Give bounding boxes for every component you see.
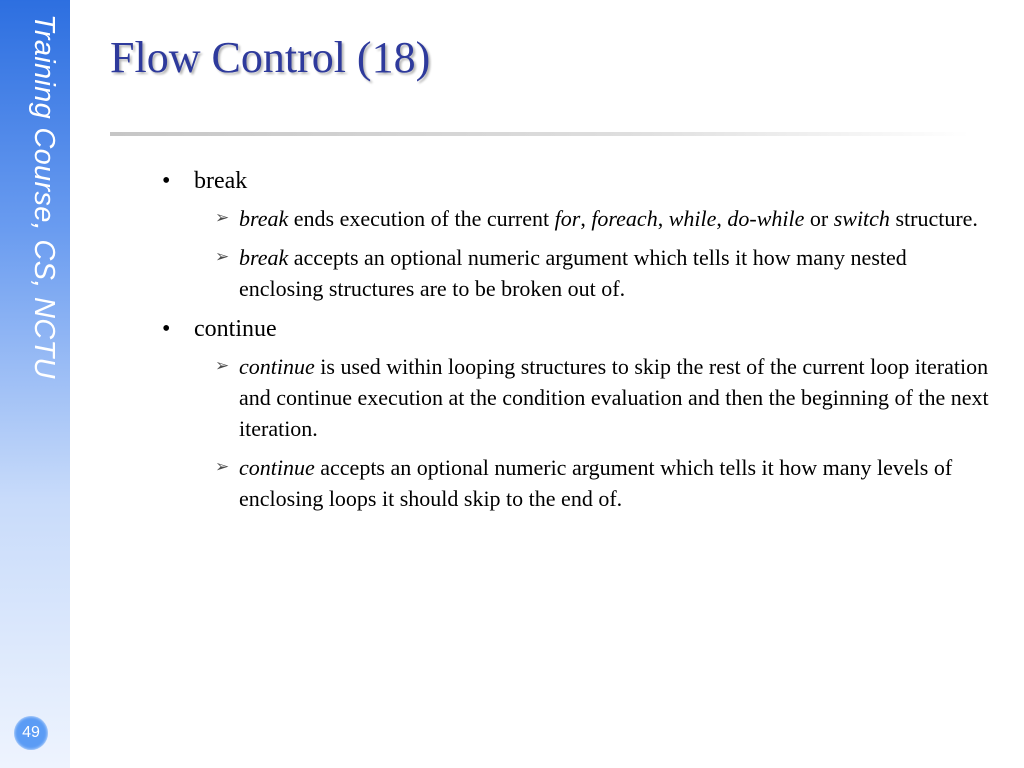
body-text: accepts an optional numeric argument which tells it how many levels of enclosing loops it should skip to the end of. xyxy=(239,455,953,511)
bullet-label: continue xyxy=(194,316,277,342)
bullet-item-continue xyxy=(160,312,990,346)
body-text: is used within looping structures to skip the rest of the current loop iteration and continue execution at the condition evaluation and then the beginning of the next iteration. xyxy=(239,354,989,441)
bullet-dot-icon: • xyxy=(162,316,171,342)
bullet-label: break xyxy=(194,168,248,194)
body-text: ends execution of the current xyxy=(288,206,555,231)
keyword-text: while xyxy=(668,206,717,231)
right-arrow-bullet-icon: ➢ xyxy=(215,247,230,267)
slide-title: Flow Control (18) xyxy=(110,33,431,82)
course-label: Training Course, CS, NCTU xyxy=(28,14,60,379)
body-text: , xyxy=(580,206,592,231)
slide-body xyxy=(160,164,990,522)
body-text: , xyxy=(716,206,728,231)
keyword-text: continue xyxy=(239,455,315,480)
title-divider xyxy=(110,132,970,136)
sub-bullet-item xyxy=(215,452,989,514)
right-arrow-bullet-icon: ➢ xyxy=(215,208,230,228)
body-text: structure. xyxy=(889,206,978,231)
sidebar-band xyxy=(0,0,70,768)
bullet-dot-icon: • xyxy=(162,168,171,194)
page-number-badge: 49 xyxy=(14,716,48,750)
sub-bullet-item xyxy=(215,351,989,444)
bullet-item-break xyxy=(160,164,990,198)
keyword-text: break xyxy=(239,245,289,270)
keyword-text: foreach xyxy=(591,206,658,231)
body-text: or xyxy=(804,206,834,231)
keyword-text: continue xyxy=(239,354,315,379)
keyword-text: for xyxy=(554,206,581,231)
keyword-text: switch xyxy=(833,206,890,231)
body-text: accepts an optional numeric argument which tells it how many nested enclosing structures are to be broken out of. xyxy=(239,245,907,301)
body-text: , xyxy=(657,206,669,231)
sub-bullet-item xyxy=(215,242,989,304)
right-arrow-bullet-icon: ➢ xyxy=(215,356,230,376)
keyword-text: do-while xyxy=(727,206,805,231)
keyword-text: break xyxy=(239,206,289,231)
right-arrow-bullet-icon: ➢ xyxy=(215,457,230,477)
sub-bullet-item xyxy=(215,203,989,234)
